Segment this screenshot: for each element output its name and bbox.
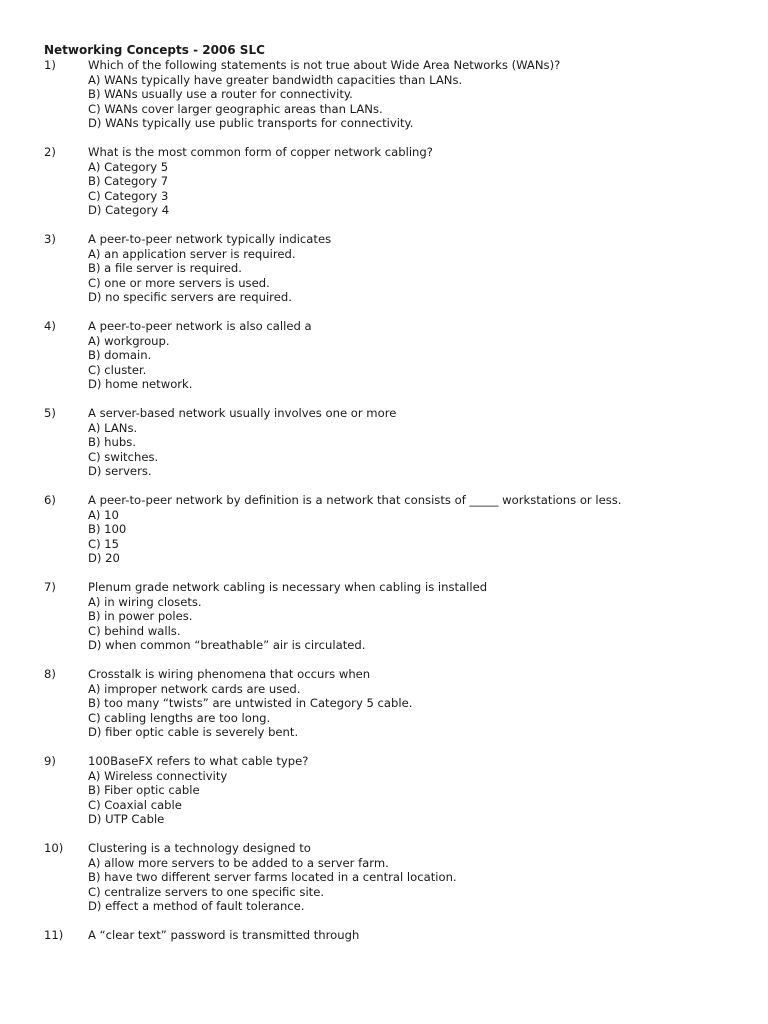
answer-option: B) Category 7 — [88, 174, 169, 188]
question-row — [44, 232, 744, 247]
question-row — [44, 493, 744, 508]
answer-option: B) 100 — [88, 522, 127, 536]
question-text: A peer-to-peer network by definition is a network that consists of _____ workstations or less. — [88, 493, 622, 507]
answer-option: B) WANs usually use a router for connectivity. — [88, 87, 353, 101]
question-3 — [44, 232, 744, 305]
question-6 — [44, 493, 744, 566]
answer-option: D) UTP Cable — [88, 812, 165, 826]
question-number: 4) — [44, 319, 56, 333]
answer-option: B) hubs. — [88, 435, 136, 449]
answer-option: C) Coaxial cable — [88, 797, 182, 812]
answer-option: A) Wireless connectivity — [88, 768, 228, 783]
answer-option: C) cluster. — [88, 362, 147, 377]
question-11 — [44, 928, 744, 943]
answer-option: B) a file server is required. — [88, 261, 242, 275]
answer-option: D) 20 — [88, 551, 120, 565]
question-10 — [44, 841, 744, 914]
question-list — [44, 58, 744, 943]
question-text: Crosstalk is wiring phenomena that occurs when — [88, 667, 371, 681]
answer-option: A) LANs. — [88, 420, 138, 435]
answer-option: B) in power poles. — [88, 609, 193, 623]
answer-option: A) workgroup. — [88, 333, 170, 348]
question-text: Which of the following statements is not true about Wide Area Networks (WANs)? — [88, 58, 561, 72]
answer-option: D) WANs typically use public transports for connectivity. — [88, 116, 414, 130]
question-text: A peer-to-peer network typically indicates — [88, 232, 332, 246]
answer-option: B) domain. — [88, 348, 152, 362]
answer-option: C) centralize servers to one specific site. — [88, 884, 325, 899]
question-number: 10) — [44, 841, 64, 855]
answer-option: A) improper network cards are used. — [88, 681, 301, 696]
question-text: A “clear text” password is transmitted through — [88, 928, 360, 942]
question-text: Clustering is a technology designed to — [88, 841, 311, 855]
question-text: What is the most common form of copper network cabling? — [88, 145, 433, 159]
question-number: 7) — [44, 580, 56, 594]
answer-option: B) Fiber optic cable — [88, 783, 200, 797]
question-row — [44, 58, 744, 73]
question-number: 5) — [44, 406, 56, 420]
question-number: 6) — [44, 493, 56, 507]
question-text: Plenum grade network cabling is necessary when cabling is installed — [88, 580, 488, 594]
answer-option: C) switches. — [88, 449, 159, 464]
document-page — [44, 43, 744, 957]
answer-option: A) an application server is required. — [88, 246, 296, 261]
question-4 — [44, 319, 744, 392]
question-7 — [44, 580, 744, 653]
document-title: Networking Concepts - 2006 SLC — [44, 43, 265, 57]
question-number: 11) — [44, 928, 64, 942]
question-row — [44, 319, 744, 334]
question-row — [44, 145, 744, 160]
answer-option: D) effect a method of fault tolerance. — [88, 899, 305, 913]
question-2 — [44, 145, 744, 218]
answer-option: C) 15 — [88, 536, 120, 551]
answer-option: A) allow more servers to be added to a server farm. — [88, 855, 389, 870]
question-number: 2) — [44, 145, 56, 159]
question-number: 9) — [44, 754, 56, 768]
question-row — [44, 580, 744, 595]
question-5 — [44, 406, 744, 479]
question-1 — [44, 58, 744, 131]
question-row — [44, 667, 744, 682]
question-text: 100BaseFX refers to what cable type? — [88, 754, 309, 768]
answer-option: C) WANs cover larger geographic areas than LANs. — [88, 101, 383, 116]
answer-option: C) one or more servers is used. — [88, 275, 270, 290]
question-number: 3) — [44, 232, 56, 246]
question-9 — [44, 754, 744, 827]
question-row — [44, 754, 744, 769]
answer-option: C) Category 3 — [88, 188, 169, 203]
answer-option: B) too many “twists” are untwisted in Category 5 cable. — [88, 696, 413, 710]
answer-option: C) cabling lengths are too long. — [88, 710, 271, 725]
answer-option: D) fiber optic cable is severely bent. — [88, 725, 299, 739]
answer-option: B) have two different server farms located in a central location. — [88, 870, 457, 884]
answer-option: A) WANs typically have greater bandwidth capacities than LANs. — [88, 72, 463, 87]
answer-option: A) 10 — [88, 507, 119, 522]
answer-option: D) when common “breathable” air is circulated. — [88, 638, 366, 652]
answer-option: A) in wiring closets. — [88, 594, 202, 609]
question-text: A peer-to-peer network is also called a — [88, 319, 312, 333]
question-8 — [44, 667, 744, 740]
answer-option: C) behind walls. — [88, 623, 181, 638]
question-number: 1) — [44, 58, 56, 72]
answer-option: D) servers. — [88, 464, 152, 478]
question-row — [44, 928, 744, 943]
answer-option: A) Category 5 — [88, 159, 169, 174]
question-row — [44, 406, 744, 421]
answer-option: D) no specific servers are required. — [88, 290, 292, 304]
question-row — [44, 841, 744, 856]
answer-option: D) Category 4 — [88, 203, 170, 217]
question-number: 8) — [44, 667, 56, 681]
answer-option: D) home network. — [88, 377, 193, 391]
question-text: A server-based network usually involves one or more — [88, 406, 397, 420]
